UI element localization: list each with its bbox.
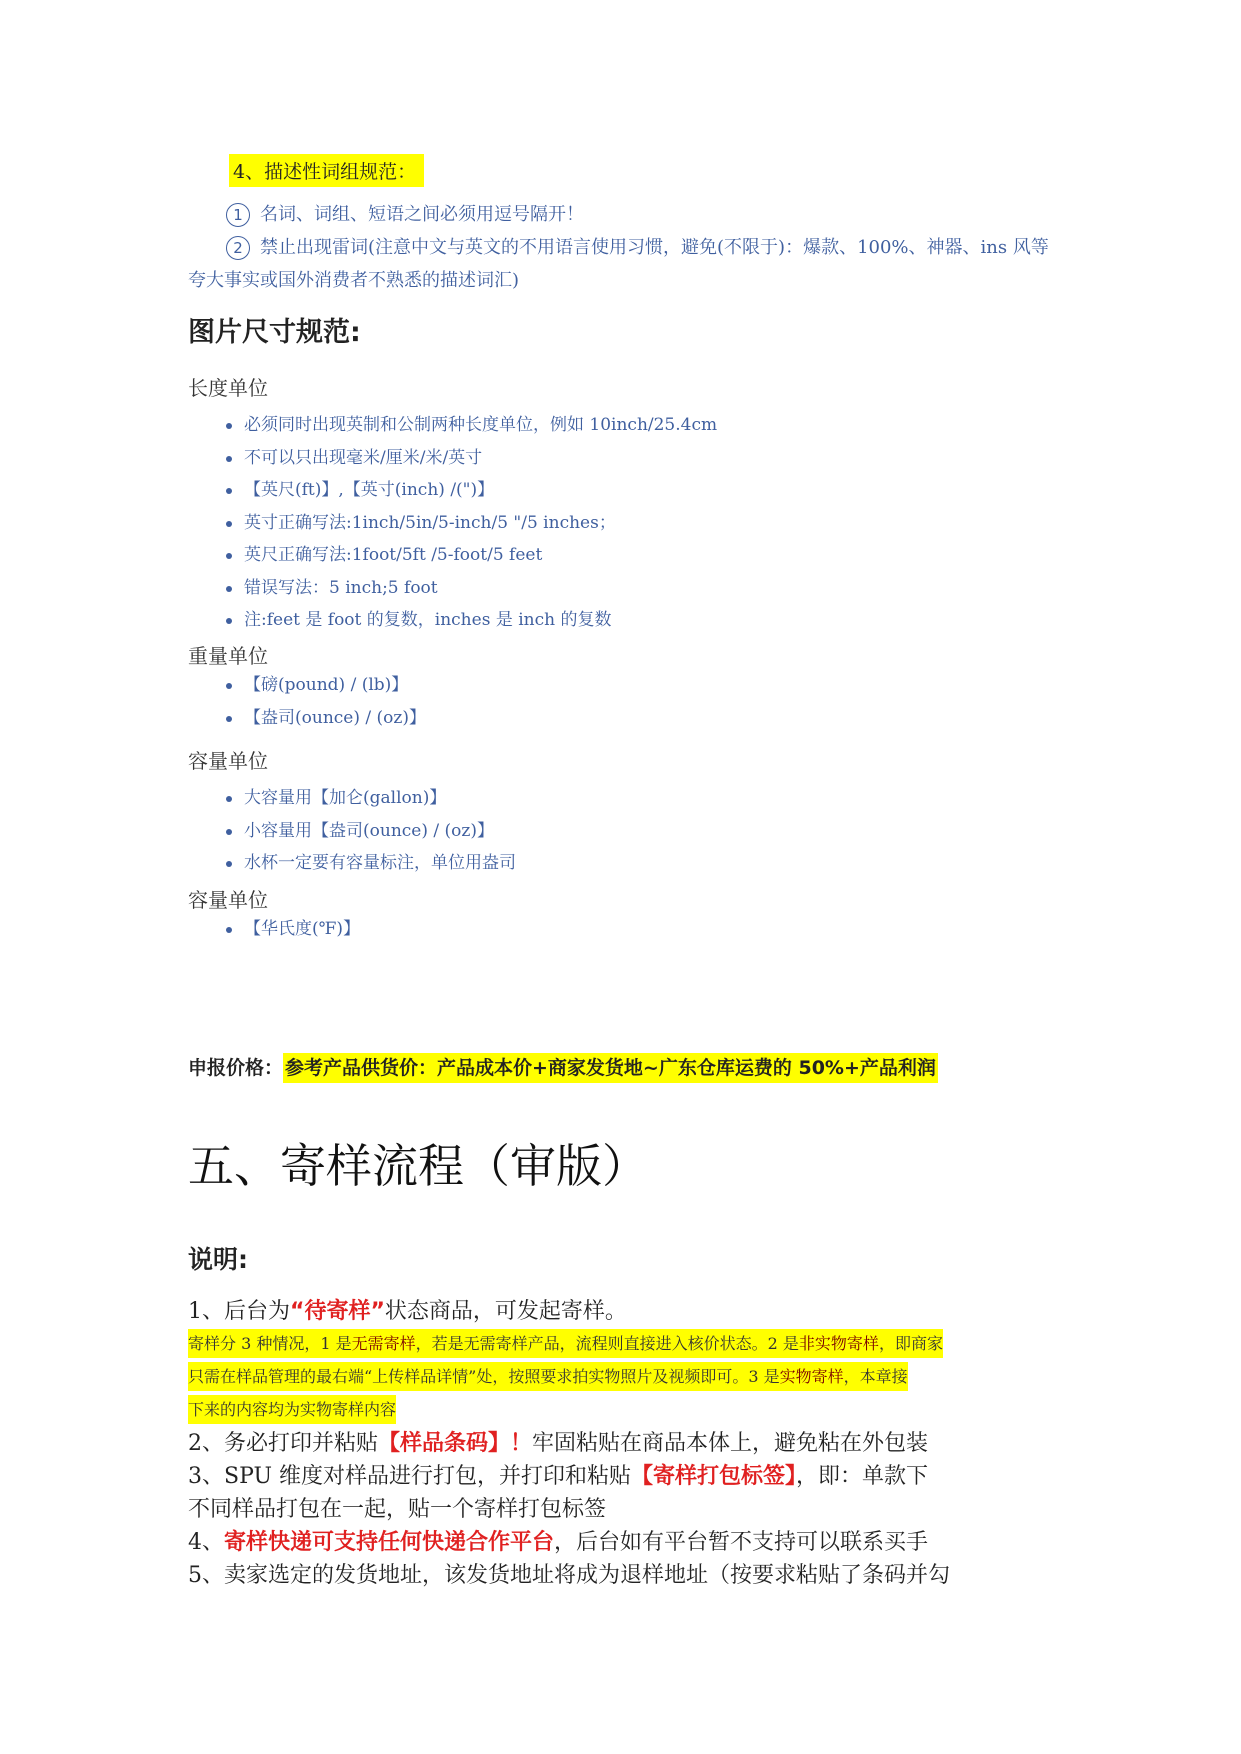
weight-unit-list	[226, 669, 426, 734]
note-line-1: 寄样分 3 种情况，1 是无需寄样，若是无需寄样产品，流程则直接进入核价状态。2 是非实物寄样，即商家	[188, 1331, 943, 1354]
list-item: 错误写法：5 inch;5 foot	[226, 572, 717, 605]
image-size-heading: 图片尺寸规范:	[188, 317, 361, 348]
list-item: 【英尺(ft)】,【英寸(inch) /(")】	[226, 474, 717, 507]
step-3-cont: 不同样品打包在一起，贴一个寄样打包标签	[188, 1497, 607, 1522]
step-1: 1、后台为“待寄样”状态商品，可发起寄样。	[188, 1299, 627, 1324]
length-unit-title: 长度单位	[188, 376, 268, 400]
declared-price-label: 申报价格：	[188, 1057, 284, 1079]
section5-heading: 五、寄样流程（审版）	[188, 1139, 648, 1193]
list-item: 【盎司(ounce) / (oz)】	[226, 702, 426, 735]
circled-number-2: 2	[226, 236, 250, 260]
step-3: 3、SPU 维度对样品进行打包，并打印和粘贴【寄样打包标签】，即：单款下	[188, 1464, 929, 1489]
step-4: 4、寄样快递可支持任何快递合作平台，后台如有平台暂不支持可以联系买手	[188, 1530, 929, 1555]
list-item: 英寸正确写法:1inch/5in/5-inch/5 "/5 inches；	[226, 507, 717, 540]
sample-pack-label: 【寄样打包标签】	[631, 1464, 797, 1489]
circled-number-1: 1	[226, 203, 250, 227]
list-item: 注:feet 是 foot 的复数，inches 是 inch 的复数	[226, 604, 717, 637]
list-item: 水杯一定要有容量标注，单位用盎司	[226, 847, 516, 880]
list-item: 小容量用【盎司(ounce) / (oz)】	[226, 815, 516, 848]
note-line-2: 只需在样品管理的最右端“上传样品详情”处，按照要求拍实物照片及视频即可。3 是实物寄样，本章接	[188, 1364, 908, 1387]
capacity-unit-title-2: 容量单位	[188, 888, 268, 912]
capacity-unit-list	[226, 782, 516, 880]
physical-sample-highlight: 实物寄样	[780, 1362, 844, 1391]
section4-title: 4、描述性词组规范：	[229, 154, 424, 187]
courier-support: 寄样快递可支持任何快递合作平台	[224, 1530, 555, 1555]
list-item: 【华氏度(℉)】	[226, 913, 360, 946]
list-item: 不可以只出现毫米/厘米/米/英寸	[226, 442, 717, 475]
sample-barcode: 【样品条码】！	[378, 1431, 533, 1456]
non-physical-highlight: 非实物寄样	[799, 1329, 879, 1358]
pending-sample-status: “待寄样”	[290, 1299, 385, 1324]
desc-item-1-text: 名词、词组、短语之间必须用逗号隔开！	[260, 204, 584, 225]
desc-item-1	[226, 200, 584, 227]
declared-price-value: 参考产品供货价：产品成本价+商家发货地~广东仓库运费的 50%+产品利润	[283, 1053, 938, 1083]
step-5: 5、卖家选定的发货地址，该发货地址将成为退样地址（按要求粘贴了条码并勾	[188, 1563, 950, 1588]
explain-heading: 说明:	[188, 1245, 248, 1274]
note-line-3: 下来的内容均为实物寄样内容	[188, 1397, 396, 1420]
list-item: 【磅(pound) / (lb)】	[226, 669, 426, 702]
desc-item-2-text: 禁止出现雷词(注意中文与英文的不用语言使用习惯，避免(不限于)：爆款、100%、神器、ins 风等	[260, 237, 1049, 258]
step-2: 2、务必打印并粘贴【样品条码】！牢固粘贴在商品本体上，避免粘在外包装	[188, 1431, 929, 1456]
list-item: 大容量用【加仑(gallon)】	[226, 782, 516, 815]
desc-item-2-cont: 夸大事实或国外消费者不熟悉的描述词汇)	[188, 270, 520, 291]
declared-price	[188, 1053, 938, 1080]
list-item: 英尺正确写法:1foot/5ft /5-foot/5 feet	[226, 539, 717, 572]
list-item: 必须同时出现英制和公制两种长度单位，例如 10inch/25.4cm	[226, 409, 717, 442]
weight-unit-title: 重量单位	[188, 644, 268, 668]
no-sample-highlight: 无需寄样	[352, 1329, 416, 1358]
desc-item-2	[226, 233, 1049, 260]
length-unit-list	[226, 409, 717, 637]
capacity-unit-title: 容量单位	[188, 749, 268, 773]
temperature-unit-list	[226, 913, 360, 946]
